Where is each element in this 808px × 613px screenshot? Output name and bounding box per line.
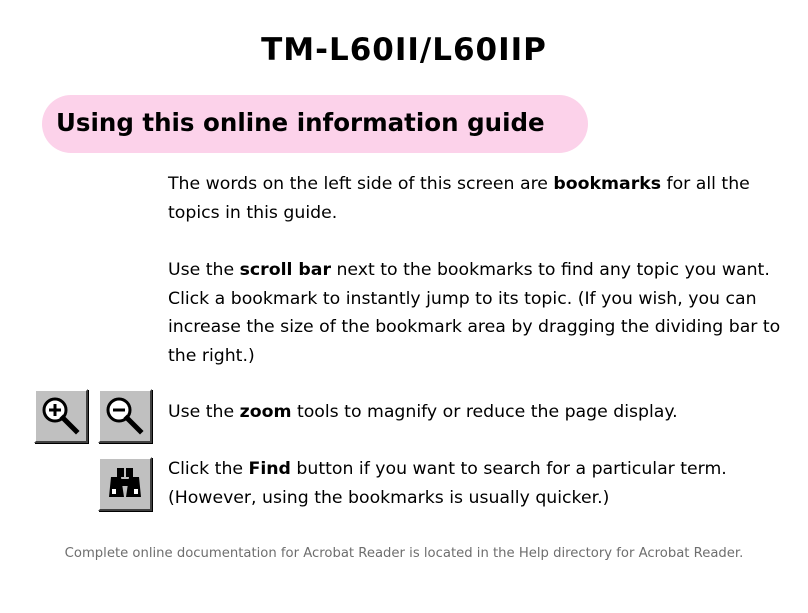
p3-text-before: Use the [168,402,240,422]
bookmarks-paragraph [168,170,793,227]
find-button[interactable] [98,457,152,511]
section-heading: Using this online information guide [56,108,545,137]
zoom-paragraph [168,398,793,427]
p2-bold-term: scroll bar [239,260,331,280]
zoom-in-magnifier-icon [36,391,86,441]
document-title: TM-L60II/L60IIP [261,32,547,68]
p1-bold-term: bookmarks [553,174,661,194]
scroll-bar-paragraph [168,256,793,370]
p3-bold-term: zoom [239,402,292,422]
p4-text-after: button if you want to search for a particular term. (However, using the bookmarks is usually quicker.) [168,459,727,508]
p1-text-before: The words on the left side of this screen are [168,174,554,194]
p4-text-before: Click the [168,459,249,479]
zoom-out-button[interactable] [98,389,152,443]
find-paragraph [168,455,793,512]
p2-text-after: next to the bookmarks to find any topic you want. Click a bookmark to instantly jump to its topic. (If you wish, you can increase the size of the bookmark area by dragging the dividing bar to the right.) [168,260,781,366]
zoom-out-magnifier-icon [100,391,150,441]
p1-text-after: for all the topics in this guide. [168,174,750,223]
footer-note: Complete online documentation for Acrobat Reader is located in the Help directory for Acrobat Reader. [64,546,744,561]
p2-text-before: Use the [168,260,240,280]
binoculars-icon [100,459,150,509]
p4-bold-term: Find [248,459,291,479]
p3-text-after: tools to magnify or reduce the page display. [291,402,678,422]
zoom-in-button[interactable] [34,389,88,443]
